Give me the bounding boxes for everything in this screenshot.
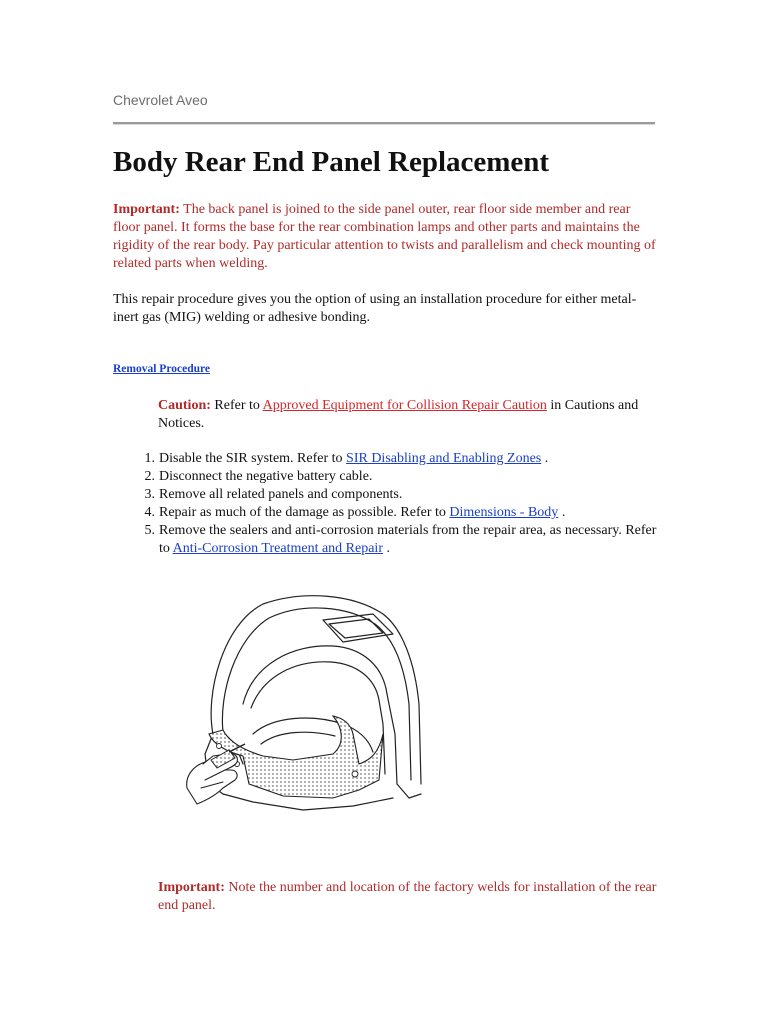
header-brand: Chevrolet Aveo bbox=[113, 92, 208, 108]
header-divider bbox=[113, 122, 655, 124]
list-item bbox=[113, 504, 665, 522]
step-number: 3. bbox=[144, 487, 155, 502]
list-item bbox=[113, 468, 665, 486]
rear-end-panel-illustration bbox=[183, 584, 425, 824]
caution-link[interactable]: Approved Equipment for Collision Repair Caution bbox=[262, 398, 547, 413]
list-item bbox=[113, 486, 665, 504]
caution-label: Caution: bbox=[158, 398, 211, 413]
procedure-option-text: This repair procedure gives you the option of using an installation procedure for either metal-inert gas (MIG) welding or adhesive bonding. bbox=[113, 292, 637, 325]
step-text: Disconnect the negative battery cable. bbox=[159, 469, 373, 484]
list-item bbox=[113, 450, 665, 468]
step-text: Remove all related panels and components. bbox=[159, 487, 403, 502]
important-label: Important: bbox=[158, 880, 225, 895]
step-number: 4. bbox=[144, 505, 155, 520]
important-note bbox=[113, 201, 658, 273]
caution-text-after: in Cautions and Notices. bbox=[158, 398, 639, 431]
step-number: 5. bbox=[144, 523, 155, 538]
caution-note bbox=[158, 397, 658, 433]
removal-steps-list bbox=[113, 450, 665, 558]
list-item bbox=[113, 522, 665, 558]
step-number: 2. bbox=[144, 469, 155, 484]
dimensions-body-link[interactable]: Dimensions - Body bbox=[449, 505, 559, 520]
step-number: 1. bbox=[144, 451, 155, 466]
removal-procedure-link[interactable]: Removal Procedure bbox=[113, 363, 210, 375]
caution-text-before: Refer to bbox=[210, 398, 263, 413]
page-title: Body Rear End Panel Replacement bbox=[113, 146, 550, 178]
step-text: Repair as much of the damage as possible. Refer to bbox=[159, 505, 450, 520]
important-text: The back panel is joined to the side panel outer, rear floor side member and rear floor panel. It forms the base for the rear combination lamps and other parts and maintains the rigidity of the rear body. Pay particular attention to twists and parallelism and check mounting of related parts when welding. bbox=[113, 202, 656, 271]
important-text: Note the number and location of the factory welds for installation of the rear end panel. bbox=[158, 880, 657, 913]
step-text: Remove the sealers and anti-corrosion materials from the repair area, as necessary. Refer to bbox=[159, 523, 657, 556]
step-text-after: . bbox=[541, 451, 549, 466]
important-label: Important: bbox=[113, 202, 180, 217]
anti-corrosion-link[interactable]: Anti-Corrosion Treatment and Repair bbox=[172, 541, 383, 556]
step-text: Disable the SIR system. Refer to bbox=[159, 451, 347, 466]
sir-disabling-link[interactable]: SIR Disabling and Enabling Zones bbox=[346, 451, 542, 466]
step-text-after: . bbox=[383, 541, 390, 556]
important-weld-note bbox=[158, 879, 658, 915]
step-text-after: . bbox=[558, 505, 566, 520]
